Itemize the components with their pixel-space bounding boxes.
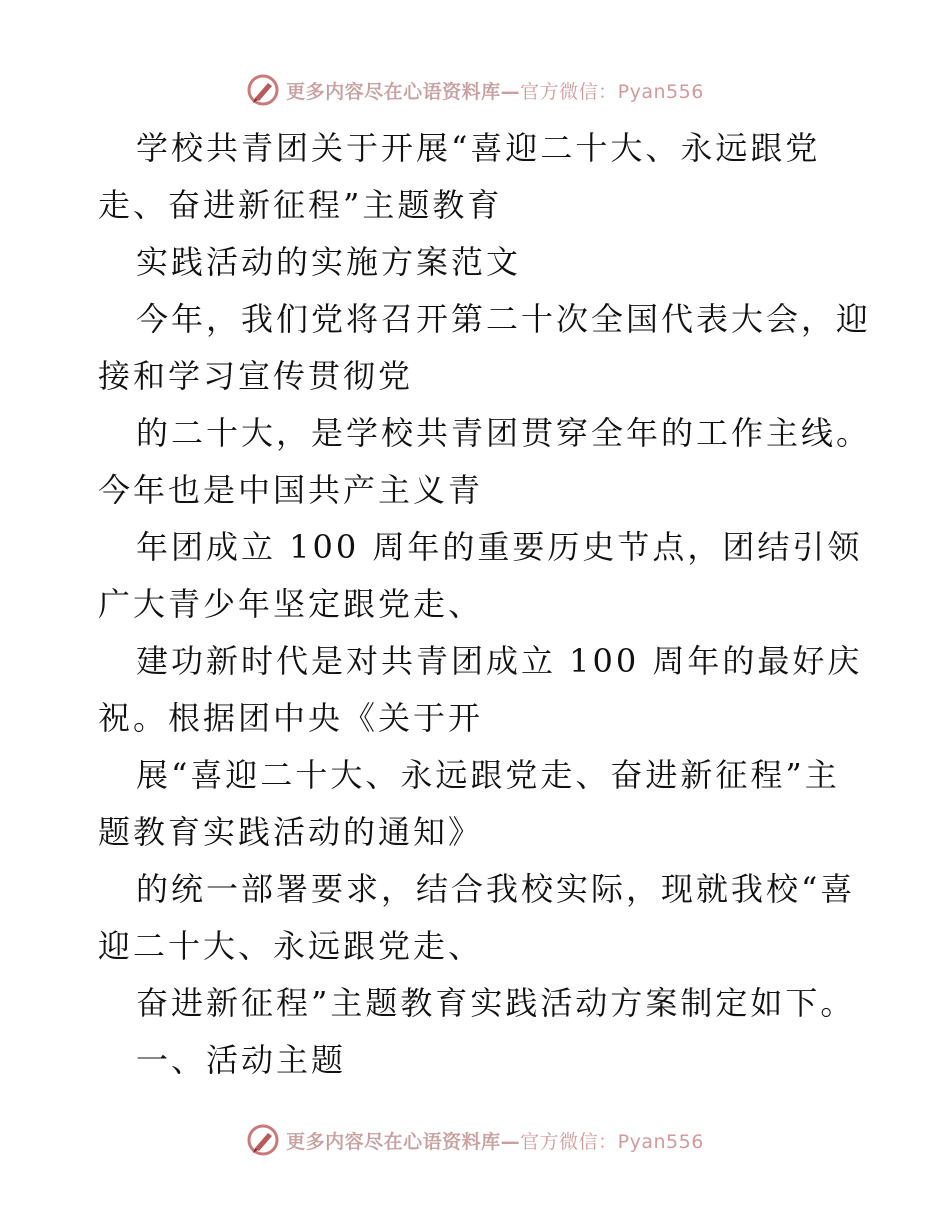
header-watermark xyxy=(0,70,950,110)
paragraph-line: 题教育实践活动的通知》 xyxy=(98,813,484,851)
watermark-text: 更多内容尽在心语资料库—官方微信：Pyan556 xyxy=(286,80,704,103)
watermark-text: 更多内容尽在心语资料库—官方微信：Pyan556 xyxy=(286,1130,704,1153)
pen-logo-icon xyxy=(246,73,280,107)
section-heading: 一、活动主题 xyxy=(136,1041,347,1079)
paragraph-line: 今年，我们党将召开第二十次全国代表大会，迎 xyxy=(136,300,872,338)
footer-watermark xyxy=(0,1120,950,1160)
paragraph-line: 建功新时代是对共青团成立 100 周年的最好庆 xyxy=(136,642,863,680)
paragraph-line: 接和学习宣传贯彻党 xyxy=(98,357,414,395)
paragraph-line: 迎二十大、永远跟党走、 xyxy=(98,927,484,965)
paragraph-line: 今年也是中国共产主义青 xyxy=(98,471,484,509)
document-body xyxy=(98,120,872,1089)
title-line-1: 学校共青团关于开展“喜迎二十大、永远跟党 xyxy=(136,129,821,167)
paragraph-line: 广大青少年坚定跟党走、 xyxy=(98,585,484,623)
title-line-2: 走、奋进新征程”主题教育 xyxy=(98,186,503,224)
paragraph-line: 展“喜迎二十大、永远跟党走、奋进新征程”主 xyxy=(136,756,840,794)
paragraph-line: 年团成立 100 周年的重要历史节点，团结引领 xyxy=(136,528,863,566)
pen-logo-icon xyxy=(246,1123,280,1157)
paragraph-line: 的统一部署要求，结合我校实际，现就我校“喜 xyxy=(136,870,856,908)
title-line-3: 实践活动的实施方案范文 xyxy=(136,243,522,281)
paragraph-line: 的二十大，是学校共青团贯穿全年的工作主线。 xyxy=(136,414,872,452)
paragraph-line: 奋进新征程”主题教育实践活动方案制定如下。 xyxy=(136,984,856,1022)
paragraph-line: 祝。根据团中央《关于开 xyxy=(98,699,484,737)
